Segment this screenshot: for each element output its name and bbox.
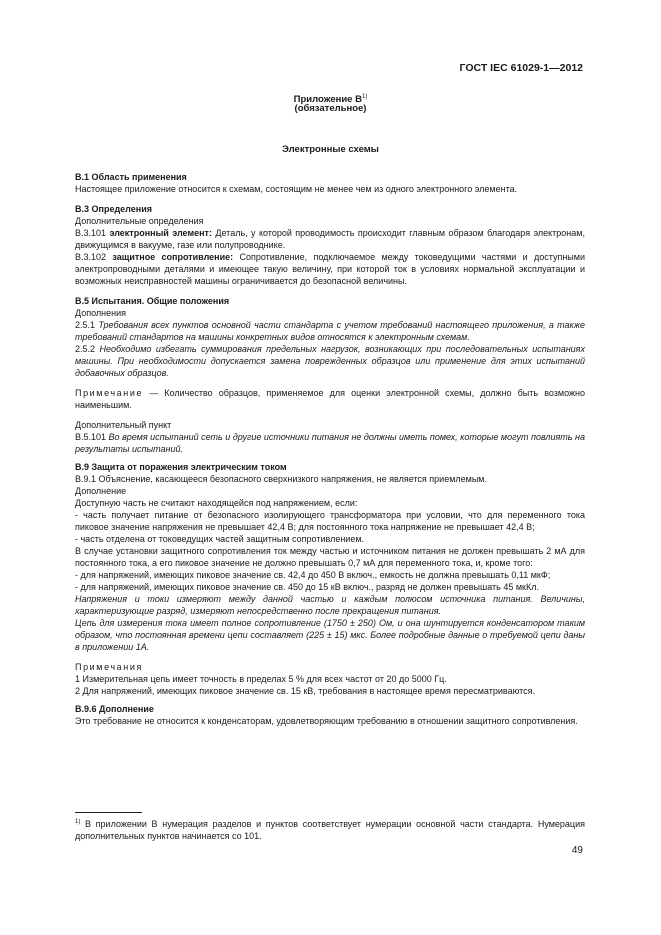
- heading-b96: В.9.6 Дополнение: [75, 704, 154, 714]
- b9-item2: - часть отделена от токоведущих частей защитным сопротивлением.: [75, 534, 365, 544]
- annex-type: (обязательное): [294, 103, 367, 114]
- annex-title: Приложение $В^{1)}$: [293, 94, 368, 105]
- b9-access: Доступную часть не считают находящейся под напряжением, если:: [75, 498, 358, 508]
- b1-text: Настоящее приложение относится к схемам, состоящим не менее чем из одного электронного элемента.: [75, 184, 518, 194]
- b3-intro: Дополнительные определения: [75, 216, 204, 226]
- b5-251: 2.5.1 Требования всех пунктов основной части стандарта с учетом требований настоящего приложения, а также требований стандартов на машины конкретных видов относятся к электронным схемам.: [75, 320, 585, 342]
- b9-1: В.9.1 Объяснение, касающееся безопасного сверхнизкого напряжения, не является приемлемым.: [75, 474, 487, 484]
- b5-5101: В.5.101 Во время испытаний сеть и другие источники питания не должны иметь помех, которые могут повлиять на результаты испытаний.: [75, 432, 585, 454]
- b9-case: В случае установки защитного сопротивления ток между частью и источником питания не должен превышать 2 мА для постоянного тока, а его пиковое значение не должно превышать 0,7 мА для переменного тока, и, кроме того:: [75, 546, 585, 568]
- section-title: Электронные схемы: [282, 144, 379, 155]
- b9-item1: - часть получает питание от безопасного изолирующего трансформатора при условии, что для переменного тока пиковое значение напряжения не превышает 42,4 В; для постоянного тока напряжение не превышает 42,4 В;: [75, 510, 585, 532]
- note-1: 1 Измерительная цепь имеет точность в пределах 5 % для всех частот от 20 до 5000 Гц.: [75, 674, 447, 684]
- annex-footnote-mark: 1): [361, 94, 368, 100]
- b5-note: Примечание — Количество образцов, применяемое для оценки электронной схемы, должно быть возможно наименьшим.: [75, 388, 585, 410]
- b3-101: В.3.101 электронный элемент: Деталь, у которой проводимость происходит главным образом благодаря электронам, движущимся в вакууме, газе или полупроводнике.: [75, 228, 585, 250]
- b9-item3: - для напряжений, имеющих пиковое значение св. 42,4 до 450 В включ., емкость не должна превышать 0,11 мкФ;: [75, 570, 551, 580]
- footnote-divider: [75, 812, 142, 813]
- footnote-mark: 1): [75, 819, 81, 825]
- b9-item4: - для напряжений, имеющих пиковое значение св. 450 до 15 кВ включ., разряд не должен превышать 45 мкКл.: [75, 582, 539, 592]
- note-2: 2 Для напряжений, имеющих пиковое значение св. 15 кВ, требования в настоящее время пересматриваются.: [75, 686, 536, 696]
- b96-text: Это требование не относится к конденсаторам, удовлетворяющим требованию в отношении защитного сопротивления.: [75, 716, 578, 726]
- b5-intro: Дополнения: [75, 308, 126, 318]
- heading-b5: В.5 Испытания. Общие положения: [75, 296, 230, 306]
- b5-252: 2.5.2 Необходимо избегать суммирования предельных нагрузок, возникающих при последовательных испытаниях машины. При необходимости допускается замена поврежденных образцов или применение для этих испытаний добавочных образцов.: [75, 344, 585, 378]
- page-number: 49: [571, 845, 583, 856]
- footnote: $^{1)}$ В приложении В нумерация разделов и пунктов соответствует нумерации основной части стандарта. Нумерация дополнительных пунктов начинается со 101.: [75, 819, 585, 841]
- b5-addpoint: Дополнительный пункт: [75, 420, 172, 430]
- notes-label: Примечания: [75, 662, 143, 672]
- heading-b1: В.1 Область применения: [75, 172, 187, 182]
- b9-measure: Напряжения и токи измеряют между данной частью и каждым полюсом источника питания. Величины, характеризующие разряд, измеряют непосредственно после прекращения питания.: [75, 594, 585, 616]
- b9-circuit: Цепь для измерения тока имеет полное сопротивление (1750 ± 250) Ом, и она шунтируется конденсатором таким образом, что постоянная времени цепи составляет (225 ± 15) мкс. Более подробные данные о требуемой цепи даны в приложении 1А.: [75, 618, 585, 652]
- standard-header: ГОСТ IEC 61029-1—2012: [459, 62, 583, 74]
- b9-add: Дополнение: [75, 486, 127, 496]
- document-body: [75, 171, 585, 727]
- b3-102: В.3.102 защитное сопротивление: Сопротивление, подключаемое между токоведущими частями и доступными электропроводными деталями и имеющее такую величину, при которой ток в условиях нормальной эксплуатации и возможных неисправностей машины ограничивается до безопасной величины.: [75, 252, 585, 286]
- heading-b3: В.3 Определения: [75, 204, 152, 214]
- heading-b9: В.9 Защита от поражения электрическим током: [75, 462, 287, 472]
